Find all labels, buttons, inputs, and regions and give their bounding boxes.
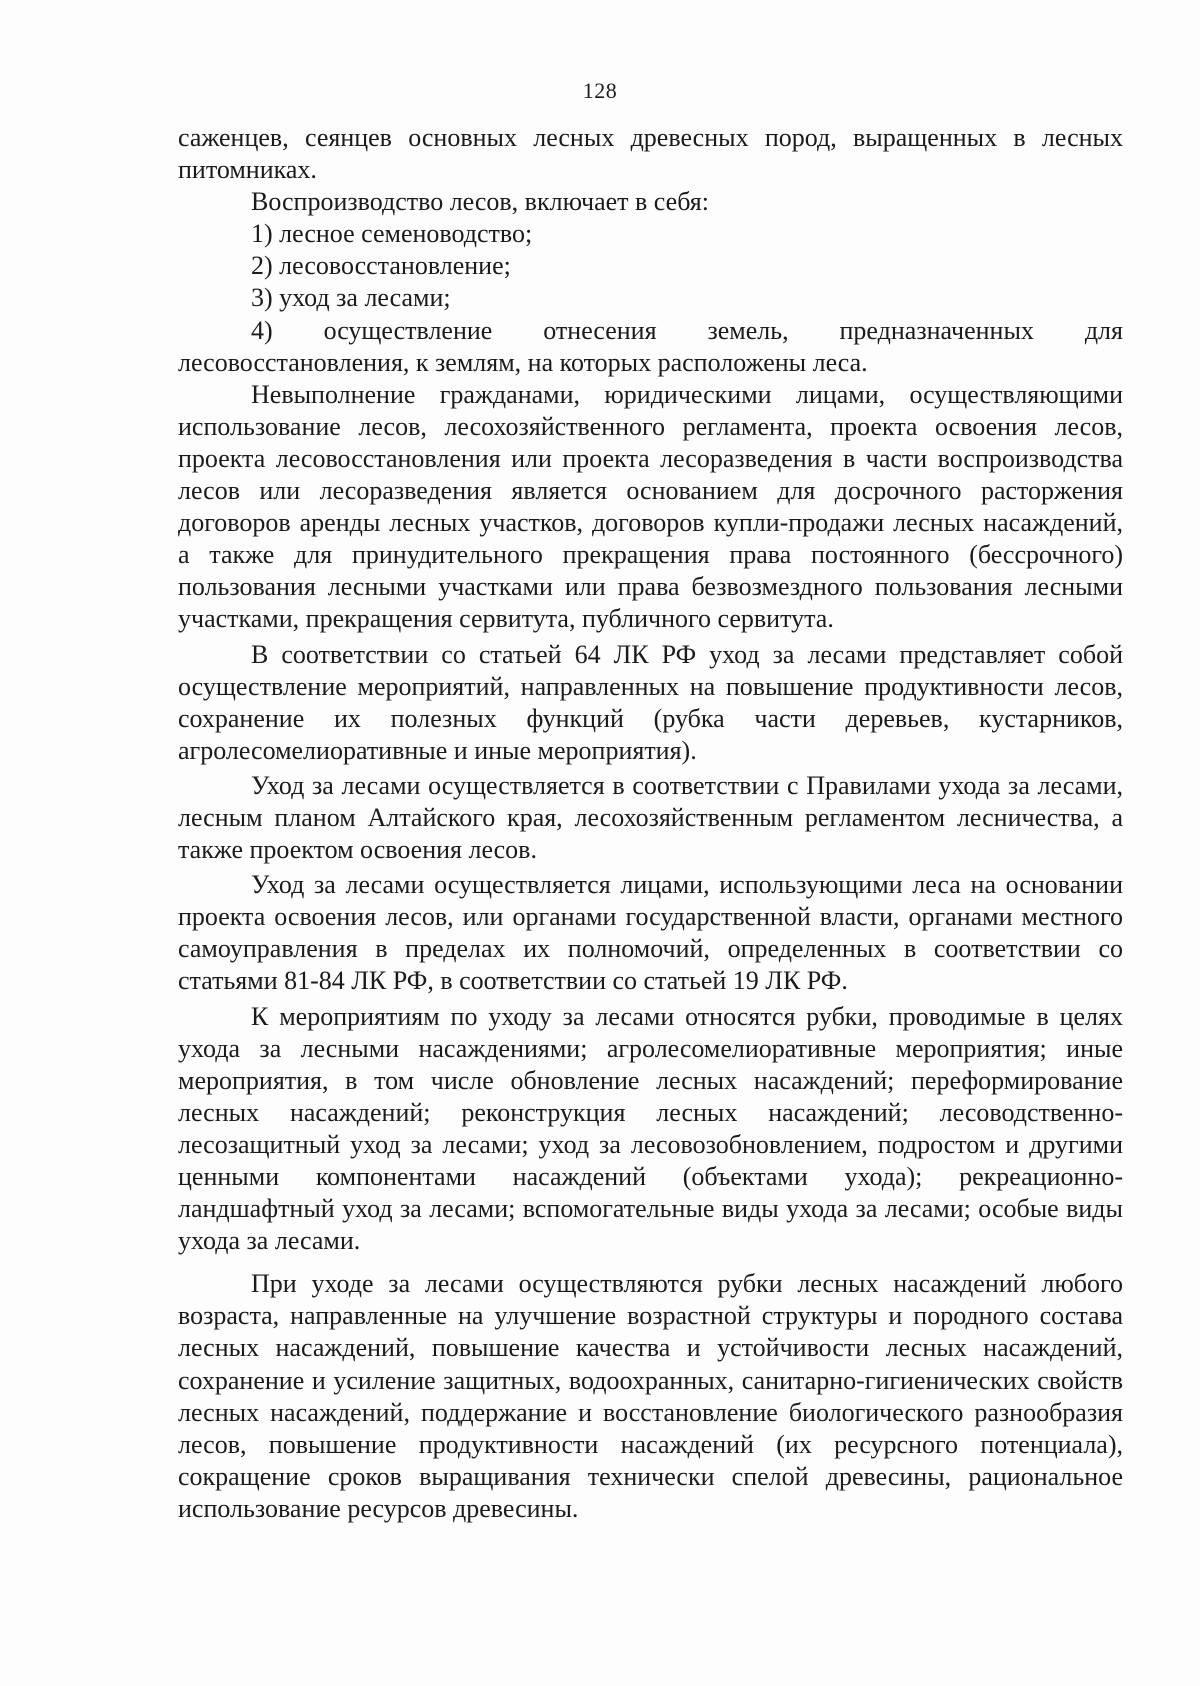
paragraph-felling: При уходе за лесами осуществляются рубки лесных насаждений любого возраста, направленные на улучшение возрастной структуры и породного состава лесных насаждений, повышение качества и устойчивости лесных насаждений, сохранение и усиление защитных, водоохранных, санитарно-гигиенических свойств лесных насаждений, поддержание и восстановление биологического разнообразия лесов, повышение продуктивности насаждений (их ресурсного потенциала), сокращение сроков выращивания технически спелой древесины, рациональное использование ресурсов древесины. (178, 1269, 1123, 1523)
paragraph-continuation: саженцев, сеянцев основных лесных древесных пород, выращенных в лесных питомниках. (178, 123, 1123, 185)
paragraph-nonfulfillment: Невыполнение гражданами, юридическими лицами, осуществляющими использование лесов, лесохозяйственного регламента, проекта освоения лесов, проекта лесовосстановления или проекта лесоразведения в части воспроизводства лесов или лесоразведения является основанием для досрочного расторжения договоров аренды лесных участков, договоров купли-продажи лесных насаждений, а также для принудительного прекращения права постоянного (бессрочного) пользования лесными участками или права безвозмездного пользования лесными участками, прекращения сервитута, публичного сервитута. (178, 379, 1123, 634)
paragraph-care-rules: Уход за лесами осуществляется в соответствии с Правилами ухода за лесами, лесным планом Алтайского края, лесохозяйственным регламентом лесничества, а также проектом освоения лесов. (178, 770, 1123, 865)
page-body (178, 122, 1123, 1525)
page-number: 128 (582, 78, 618, 103)
list-item-3: 3) уход за лесами; (251, 283, 451, 313)
paragraph-care-performers: Уход за лесами осуществляется лицами, использующими леса на основании проекта освоения лесов, или органами государственной власти, органами местного самоуправления в пределах их полномочий, определенных в соответствии со статьями 81-84 ЛК РФ, в соответствии со статьей 19 ЛК РФ. (178, 870, 1123, 996)
paragraph-article-64: В соответствии со статьей 64 ЛК РФ уход за лесами представляет собой осуществление мероприятий, направленных на повышение продуктивности лесов, сохранение их полезных функций (рубка части деревьев, кустарников, агролесомелиоративные и иные мероприятия). (178, 639, 1123, 765)
paragraph-care-measures: К мероприятиям по уходу за лесами относятся рубки, проводимые в целях ухода за лесными насаждениями; агролесомелиоративные мероприятия; иные мероприятия, в том числе обновление лесных насаждений; переформирование лесных насаждений; реконструкция лесных насаждений; лесоводственно-лесозащитный уход за лесами; уход за лесовозобновлением, подростом и другими ценными компонентами насаждений (объектами ухода); рекреационно-ландшафтный уход за лесами; вспомогательные виды ухода за лесами; особые виды ухода за лесами. (178, 1001, 1123, 1256)
paragraph-reproduction-intro: Воспроизводство лесов, включает в себя: (251, 187, 709, 217)
list-item-2: 2) лесовосстановление; (251, 251, 511, 281)
list-item-4: 4) осуществление отнесения земель, предназначенных для лесовосстановления, к землям, на которых расположены леса. (178, 315, 1123, 377)
list-item-1: 1) лесное семеноводство; (251, 219, 533, 249)
